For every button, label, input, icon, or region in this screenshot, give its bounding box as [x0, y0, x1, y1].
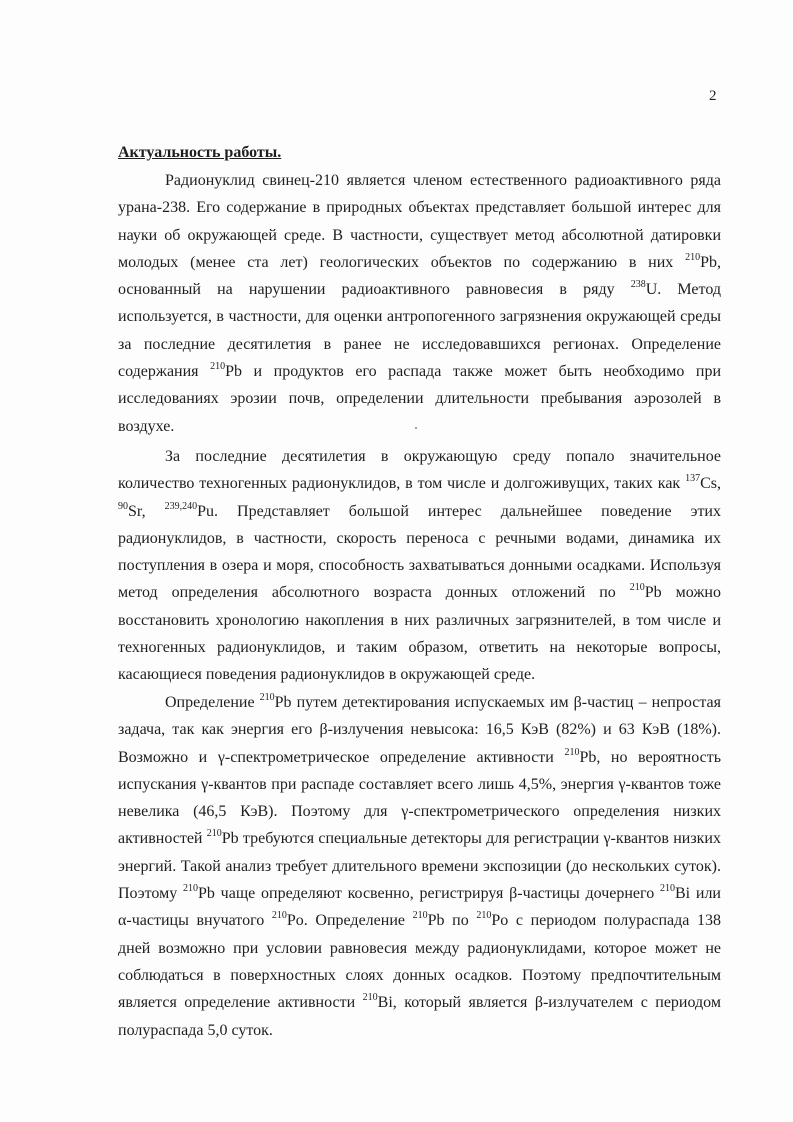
isotope-mass-number: 210 — [564, 746, 580, 758]
paragraph-relevance-2 — [118, 443, 721, 689]
isotope-mass-number: 210 — [206, 828, 222, 840]
isotope-mass-number: 210 — [362, 992, 378, 1004]
text-run: Определение — [165, 694, 260, 711]
isotope-mass-number: 210 — [412, 910, 428, 922]
text-run: Pb требуются специальные детекторы для регистрации γ-квантов низких энергий. Такой анализ требует длительного времени экспозиции (до нескольких суток). Поэтому — [118, 830, 721, 903]
isotope-mass-number: 210 — [259, 692, 275, 703]
text-run: Pb по — [427, 912, 477, 930]
text-run: Sr, — [128, 502, 165, 520]
isotope-mass-number: 210 — [659, 883, 675, 895]
isotope-mass-number: 210 — [271, 910, 287, 922]
isotope-mass-number: 210 — [183, 883, 198, 895]
text-run: Pb чаще определяют косвенно, регистрируя β-частицы дочернего — [198, 885, 660, 903]
text-run: Pb и продуктов его распада также может быть необходимо при исследованиях эрозии почв, определении длительности пребывания аэрозолей в воздухе. — [118, 363, 722, 435]
text-run: Pb, но вероятность испускания γ-квантов при распаде составляет всего лишь 4,5%, энергия γ-квантов тоже невелика (46,5 КэВ). Поэтому для γ-спектрометрического определения низких активностей — [118, 748, 722, 848]
isotope-mass-number: 210 — [685, 251, 701, 263]
scan-speck — [415, 427, 417, 429]
isotope-mass-number: 210 — [476, 910, 492, 922]
text-run: Радионуклид свинец-210 является членом естественного радиоактивного ряда урана-238. Его содержание в природных объектах представляет большой интерес для науки об окружающей среде. В частности, существует метод абсолютной датировки молодых (менее ста лет) геологических объектов по содержанию в них — [118, 172, 721, 271]
text-run: U. Метод используется, в частности, для оценки антропогенного загрязнения окружающей среды за последние десятилетия в ранее не исследовавшихся регионах. Определение содержания — [118, 281, 721, 381]
isotope-mass-number: 210 — [629, 582, 645, 594]
text-run: Pu. Представляет большой интерес дальнейшее поведение этих радионуклидов, в частности, скорость переноса с речными водами, динамика их поступления в озера и моря, способность захватываться донными осадками. Используя метод определения абсолютного возраста донных отложений по — [118, 502, 721, 602]
isotope-mass-number: 210 — [210, 361, 226, 373]
paragraph-relevance-3 — [118, 689, 721, 1044]
text-run: Cs, — [700, 475, 721, 493]
isotope-mass-number: 238 — [630, 279, 646, 291]
text-run: Po с периодом полураспада 138 дней возможно при условии равновесия между радионуклидами, которое может не соблюдаться в поверхностных слоях донных осадков. Поэтому предпочтительным является определение активности — [118, 912, 722, 1012]
isotope-mass-number: 137 — [685, 473, 701, 485]
section-heading: Актуальность работы. — [118, 144, 282, 161]
text-run: Pb можно восстановить хронологию накопления в них различных загрязнителей, в том числе и техногенных радионуклидов, и таким образом, ответить на некоторые вопросы, касающиеся поведения радионуклидов в окружающей среде. — [118, 584, 721, 684]
text-run: Pb путем детектирования испускаемых им β-частиц – непростая задача, так как энергия его β-излучения невысока: 16,5 КэВ (82%) и 63 КэВ (18%). Возможно и γ-спектрометрическое определение активности — [118, 694, 722, 766]
isotope-mass-number: 239,240 — [164, 500, 198, 512]
text-run: Po. Определение — [286, 912, 413, 930]
text-run: Pb, основанный на нарушении радиоактивного равновесия в ряду — [118, 253, 721, 299]
page-number: 2 — [709, 88, 717, 104]
text-run: Bi или α-частицы внучатого — [118, 885, 721, 930]
isotope-mass-number: 90 — [118, 500, 128, 512]
text-run: Bi, который является β-излучателем с периодом полураспада 5,0 суток. — [118, 994, 721, 1039]
paragraph-relevance-1 — [118, 167, 721, 440]
text-run: За последние десятилетия в окружающую среду попало значительное количество техногенных радионуклидов, в том числе и долгоживущих, таких как — [118, 448, 721, 493]
